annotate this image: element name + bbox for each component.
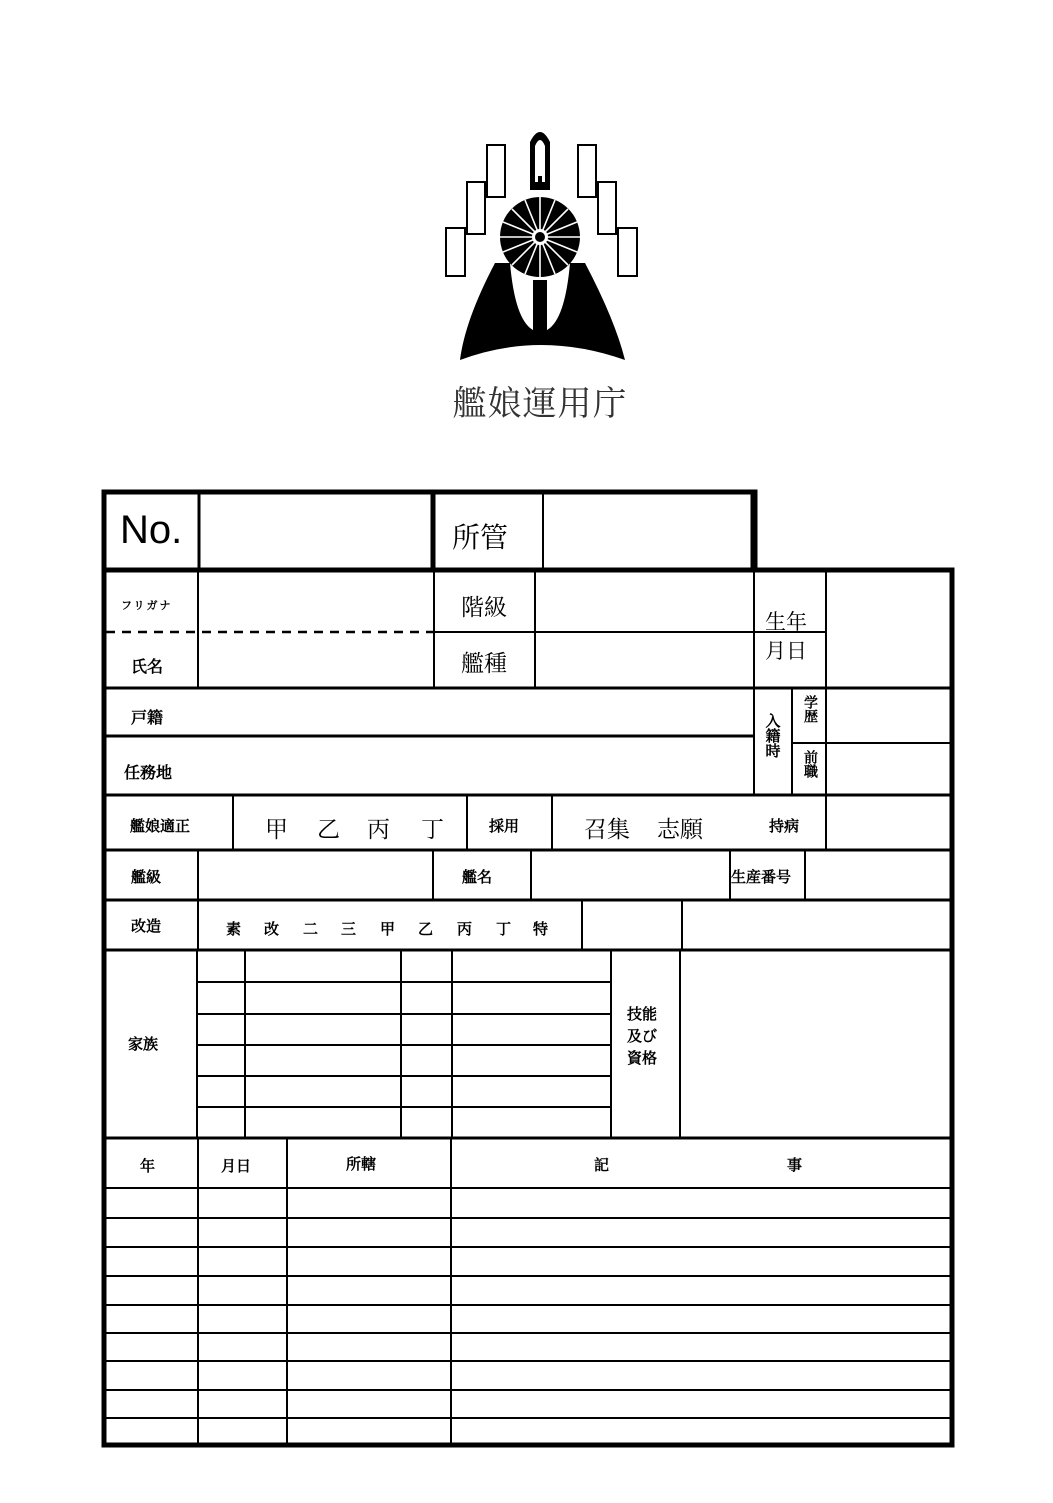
registry-label: 戸籍 (131, 708, 164, 727)
furigana-label: フリガナ (121, 599, 173, 612)
ship-class-field[interactable] (200, 852, 431, 898)
education-label (800, 695, 818, 728)
ship-type-label: 艦種 (461, 651, 507, 677)
agency-name: 艦娘運用庁 (452, 384, 628, 424)
previous-job-label-text: 前職 (802, 750, 818, 778)
skills-field[interactable] (682, 952, 950, 1136)
jurisdiction-label: 所管 (452, 521, 509, 554)
remodel-stage-toku[interactable]: 特 (533, 920, 549, 938)
remodel-stage-kai[interactable]: 改 (264, 920, 280, 938)
remodel-stage-san[interactable]: 三 (341, 920, 357, 938)
skills-label-line3: 資格 (627, 1049, 658, 1067)
birthdate-label-line2: 月日 (765, 639, 807, 663)
illness-field[interactable] (828, 797, 950, 848)
family-label: 家族 (128, 1035, 159, 1053)
post-label: 任務地 (124, 763, 173, 782)
skills-label-line2: 及び (627, 1027, 658, 1045)
remodel-label: 改造 (131, 917, 162, 935)
previous-job-field[interactable] (828, 745, 950, 793)
history-header-unit: 所轄 (346, 1155, 377, 1173)
birthdate-field[interactable] (828, 573, 950, 686)
remodel-stage-ni[interactable]: 二 (303, 920, 319, 938)
ship-type-field[interactable] (537, 635, 752, 686)
history-header-record-2: 事 (787, 1156, 803, 1174)
post-field[interactable] (200, 738, 752, 793)
enlist-label (763, 713, 781, 762)
remodel-extra-field[interactable] (584, 902, 680, 948)
recruit-option-draft[interactable]: 召集 (584, 817, 630, 843)
aptitude-grade-2[interactable]: 乙 (317, 817, 340, 843)
birthdate-label-line1: 生年 (765, 610, 807, 634)
remodel-note-field[interactable] (684, 902, 950, 948)
no-label: No. (120, 508, 183, 552)
ship-name-field[interactable] (533, 852, 728, 898)
serial-number-field[interactable] (807, 852, 950, 898)
recruit-option-volunteer[interactable]: 志願 (657, 817, 703, 843)
registry-field[interactable] (200, 690, 752, 734)
ship-class-label: 艦級 (131, 868, 162, 886)
remodel-stage-tei[interactable]: 丁 (496, 920, 512, 938)
illness-label: 持病 (769, 817, 800, 835)
name-label: 氏名 (131, 657, 164, 676)
aptitude-label: 艦娘適正 (130, 817, 191, 835)
history-header-year: 年 (140, 1157, 156, 1175)
education-field[interactable] (828, 690, 950, 741)
remodel-stage-otsu[interactable]: 乙 (418, 920, 434, 938)
previous-job-label (800, 750, 818, 783)
furigana-field[interactable] (200, 573, 432, 630)
rank-field[interactable] (537, 573, 752, 630)
recruit-label: 採用 (489, 817, 520, 835)
family-table[interactable] (199, 952, 609, 1136)
remodel-stage-hei[interactable]: 丙 (457, 920, 473, 938)
rank-label: 階級 (461, 595, 507, 621)
serial-number-label: 生産番号 (731, 868, 792, 886)
education-label-text: 学歴 (802, 695, 818, 723)
history-header-date: 月日 (221, 1157, 252, 1175)
remodel-stage-kou[interactable]: 甲 (380, 920, 396, 938)
enlist-label-text: 入籍時 (763, 713, 782, 758)
ship-name-label: 艦名 (462, 868, 493, 886)
remodel-stage-base[interactable]: 素 (226, 920, 242, 938)
skills-label-line1: 技能 (627, 1005, 658, 1023)
aptitude-grade-1[interactable]: 甲 (265, 817, 288, 843)
no-field[interactable] (202, 496, 430, 566)
history-table-body[interactable] (106, 1190, 950, 1443)
aptitude-grade-4[interactable]: 丁 (421, 817, 444, 843)
history-header-record-1: 記 (594, 1156, 610, 1174)
aptitude-grade-3[interactable]: 丙 (367, 817, 390, 843)
name-field[interactable] (200, 635, 432, 686)
jurisdiction-field[interactable] (546, 496, 750, 566)
